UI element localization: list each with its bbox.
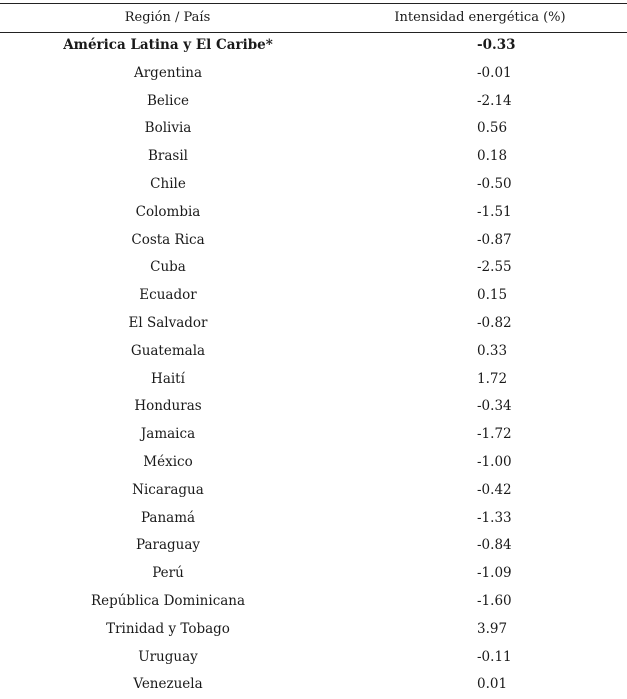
row-region-name: Colombia <box>135 203 201 220</box>
row-intensity-value: -0.01 <box>477 64 512 81</box>
row-intensity-value: -1.51 <box>477 203 512 220</box>
table-row <box>0 282 627 310</box>
row-region-name: Nicaragua <box>132 481 204 498</box>
row-region-name: Chile <box>150 175 186 192</box>
table-row <box>0 32 627 60</box>
row-intensity-value: 0.01 <box>477 676 508 693</box>
table-row <box>0 199 627 227</box>
row-intensity-value: -1.72 <box>477 426 512 443</box>
row-region-name: Jamaica <box>140 426 196 443</box>
row-intensity-value: -0.34 <box>477 398 512 415</box>
row-intensity-value: -0.87 <box>477 231 512 248</box>
row-intensity-value: -0.11 <box>477 648 512 665</box>
table-row <box>0 143 627 171</box>
table-header <box>0 3 627 32</box>
table-row <box>0 88 627 116</box>
header-region: Región / País <box>124 10 211 25</box>
row-region-name: Panamá <box>140 509 196 526</box>
table-body <box>0 32 627 699</box>
table-row <box>0 505 627 533</box>
table-row <box>0 588 627 616</box>
table-row <box>0 477 627 505</box>
table-row <box>0 171 627 199</box>
row-intensity-value: -1.60 <box>477 592 512 609</box>
row-intensity-value: -1.09 <box>477 565 512 582</box>
row-region-name: Ecuador <box>139 287 197 304</box>
table-row <box>0 671 627 699</box>
row-intensity-value: 0.15 <box>477 287 508 304</box>
row-intensity-value: -1.00 <box>477 453 512 470</box>
table-row <box>0 393 627 421</box>
row-intensity-value: 3.97 <box>477 620 508 637</box>
table-row <box>0 532 627 560</box>
row-intensity-value: -1.33 <box>477 509 512 526</box>
row-region-name: Paraguay <box>135 537 201 554</box>
row-intensity-value: 1.72 <box>477 370 508 387</box>
row-region-name: Guatemala <box>130 342 206 359</box>
row-intensity-value: 0.33 <box>477 342 508 359</box>
table-row <box>0 366 627 394</box>
table-row <box>0 644 627 672</box>
row-region-name: Argentina <box>133 64 202 81</box>
row-region-name: América Latina y El Caribe* <box>63 37 273 53</box>
header-intensity: Intensidad energética (%) <box>394 10 566 25</box>
table-row <box>0 115 627 143</box>
row-region-name: Brasil <box>148 148 188 165</box>
row-region-name: Bolivia <box>144 120 192 137</box>
row-region-name: Costa Rica <box>131 231 205 248</box>
row-region-name: Belice <box>146 92 190 109</box>
row-region-name: Perú <box>152 565 184 582</box>
row-region-name: Cuba <box>150 259 186 276</box>
row-region-name: México <box>143 453 193 470</box>
row-region-name: El Salvador <box>128 314 208 331</box>
table-row <box>0 60 627 88</box>
row-region-name: Haití <box>151 370 185 387</box>
row-intensity-value: -0.82 <box>477 314 512 331</box>
row-region-name: Trinidad y Tobago <box>106 620 230 637</box>
table-row <box>0 338 627 366</box>
table-row <box>0 227 627 255</box>
row-intensity-value: -2.55 <box>477 259 512 276</box>
row-intensity-value: -0.84 <box>477 537 512 554</box>
row-intensity-value: -0.42 <box>477 481 512 498</box>
table-row <box>0 421 627 449</box>
row-intensity-value: -0.50 <box>477 175 512 192</box>
table-row <box>0 449 627 477</box>
row-region-name: Uruguay <box>138 648 198 665</box>
row-intensity-value: 0.18 <box>477 148 508 165</box>
row-region-name: República Dominicana <box>90 592 246 609</box>
row-intensity-value: -2.14 <box>477 92 512 109</box>
row-region-name: Honduras <box>134 398 202 415</box>
table-row <box>0 560 627 588</box>
table-row <box>0 310 627 338</box>
row-intensity-value: 0.56 <box>477 120 508 137</box>
table-row <box>0 616 627 644</box>
table-row <box>0 254 627 282</box>
row-intensity-value: -0.33 <box>477 37 516 53</box>
row-region-name: Venezuela <box>133 676 203 693</box>
